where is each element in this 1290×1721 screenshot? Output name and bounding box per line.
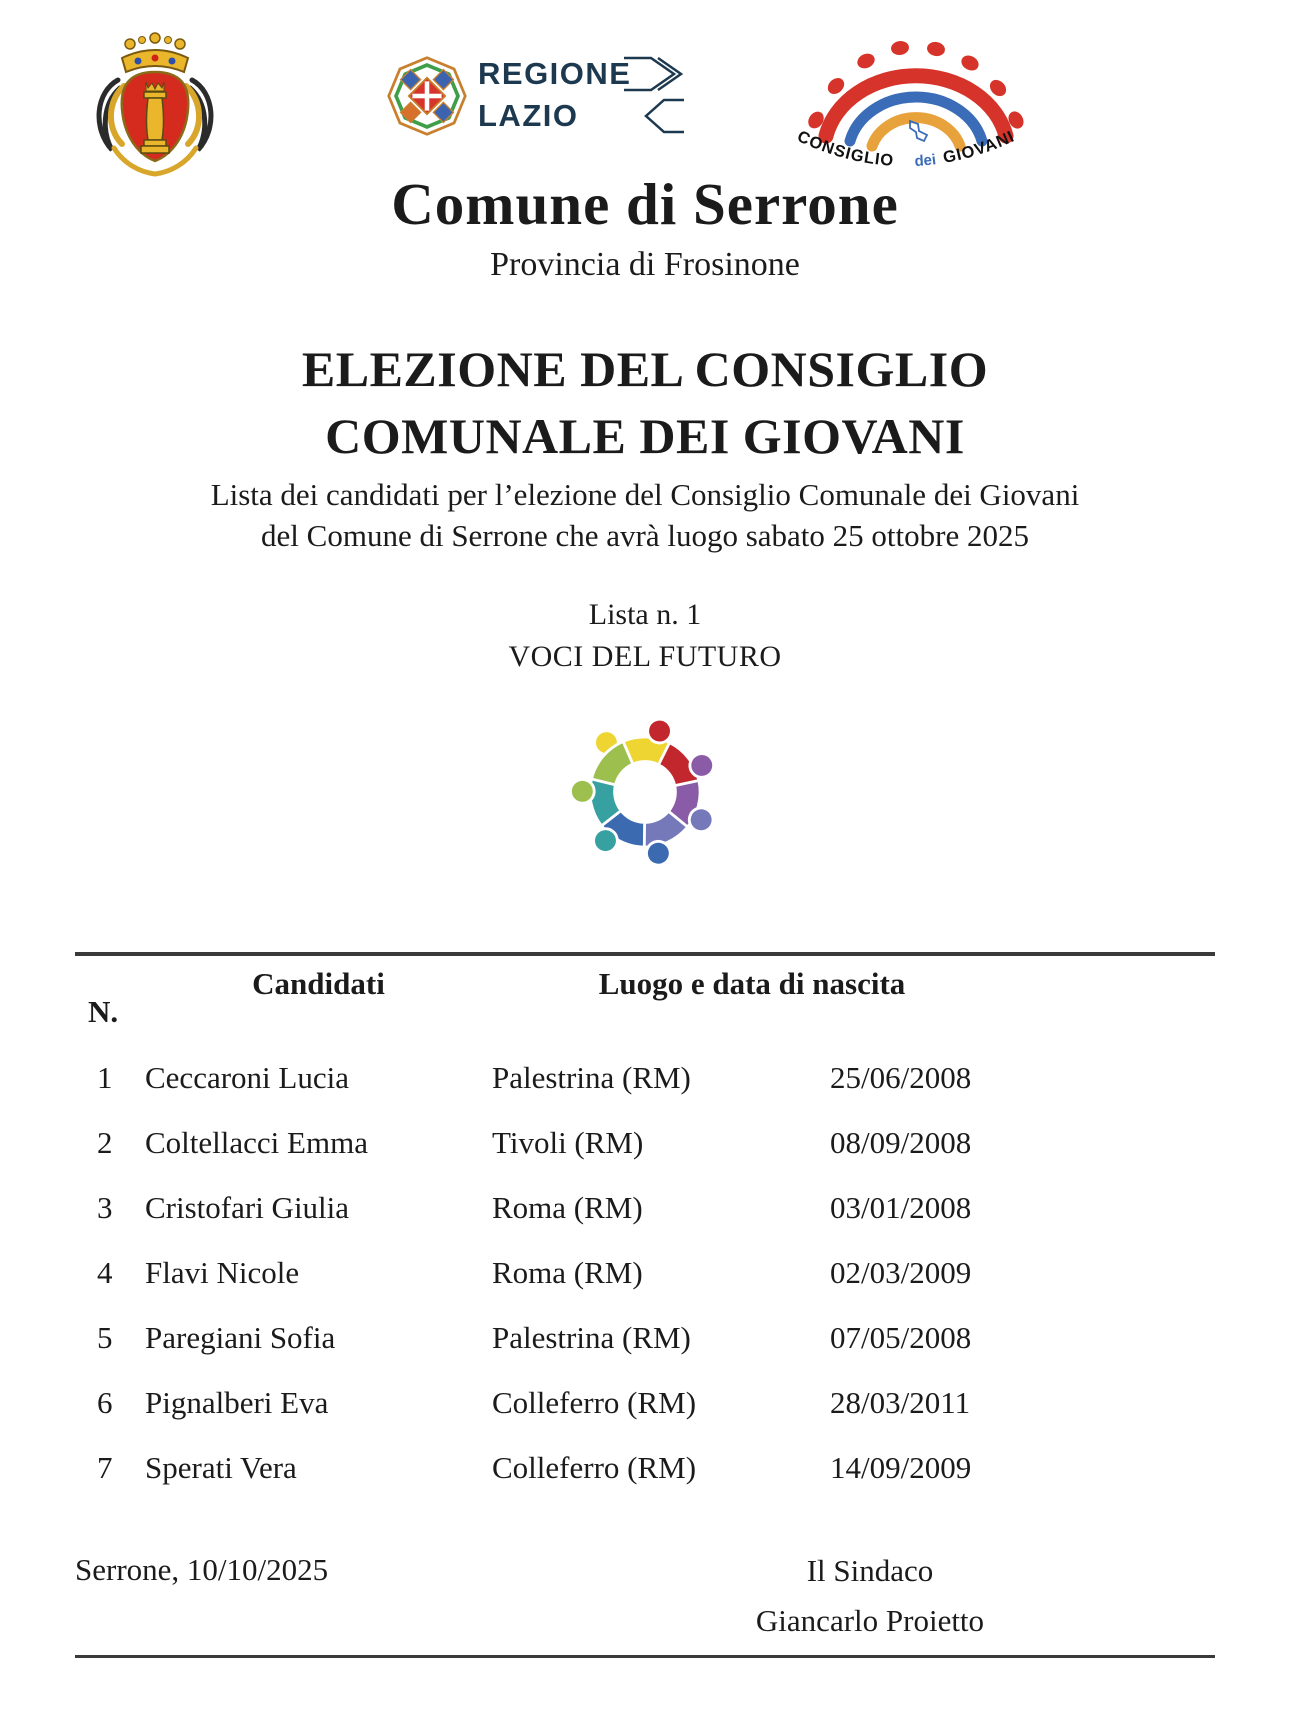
candidate-name: Coltellacci Emma xyxy=(145,1125,368,1160)
regione-lazio-logo xyxy=(386,48,686,144)
table-row xyxy=(75,1060,1215,1125)
lazio-text: LAZIO xyxy=(478,98,579,133)
regione-text: REGIONE xyxy=(478,56,632,91)
candidate-name: Flavi Nicole xyxy=(145,1255,300,1290)
election-subtitle xyxy=(0,474,1290,556)
candidates-table xyxy=(75,1060,1215,1515)
footer-place-date: Serrone, 10/10/2025 xyxy=(75,1552,329,1587)
candidate-birthdate: 08/09/2008 xyxy=(830,1125,972,1160)
svg-text:dei xyxy=(914,151,937,170)
candidate-birthplace: Palestrina (RM) xyxy=(492,1060,691,1095)
column-header-number: N. xyxy=(88,994,119,1029)
giovani-word-dei: dei xyxy=(914,151,937,170)
regione-lazio-wordmark xyxy=(478,50,686,142)
candidate-name: Paregiani Sofia xyxy=(145,1320,336,1355)
footer-signer-role: Il Sindaco xyxy=(806,1553,934,1588)
candidate-number: 3 xyxy=(97,1190,113,1225)
candidate-birthdate: 28/03/2011 xyxy=(830,1385,971,1420)
candidate-birthplace: Colleferro (RM) xyxy=(492,1385,697,1420)
footer-bottom-rule xyxy=(75,1655,1215,1658)
candidate-birthplace: Colleferro (RM) xyxy=(492,1450,697,1485)
serrone-coat-of-arms-icon xyxy=(88,28,222,180)
province-subtitle: Provincia di Frosinone xyxy=(490,246,800,283)
candidate-name: Pignalberi Eva xyxy=(145,1385,329,1420)
regione-lazio-emblem-icon xyxy=(386,55,468,137)
candidate-birthdate: 03/01/2008 xyxy=(830,1190,972,1225)
table-row xyxy=(75,1190,1215,1255)
giovani-word-giovani: GIOVANI xyxy=(941,127,1018,167)
candidate-number: 1 xyxy=(97,1060,113,1095)
candidate-number: 7 xyxy=(97,1450,113,1485)
candidate-name: Cristofari Giulia xyxy=(145,1190,350,1225)
candidate-birthdate: 25/06/2008 xyxy=(830,1060,972,1095)
election-title-line1: ELEZIONE DEL CONSIGLIO xyxy=(301,341,989,397)
giovani-word-consiglio: CONSIGLIO xyxy=(794,127,895,170)
municipality-title: Comune di Serrone xyxy=(391,171,899,237)
candidate-number: 6 xyxy=(97,1385,113,1420)
circle-of-people-icon xyxy=(550,696,740,888)
candidate-birthdate: 14/09/2009 xyxy=(830,1450,972,1485)
serrone-coat-of-arms-logo xyxy=(88,28,222,180)
consiglio-dei-giovani-icon xyxy=(788,28,1038,174)
table-row xyxy=(75,1385,1215,1450)
candidate-birthdate: 02/03/2009 xyxy=(830,1255,972,1290)
candidate-birthplace: Roma (RM) xyxy=(492,1255,643,1290)
election-title xyxy=(0,336,1290,470)
list-number: Lista n. 1 xyxy=(588,598,702,631)
candidate-birthplace: Palestrina (RM) xyxy=(492,1320,691,1355)
candidate-number: 2 xyxy=(97,1125,113,1160)
election-subtitle-line2: del Comune di Serrone che avrà luogo sabato 25 ottobre 2025 xyxy=(261,518,1029,553)
column-header-candidates: Candidati xyxy=(252,966,385,1001)
list-name: VOCI DEL FUTURO xyxy=(508,640,782,673)
candidate-number: 5 xyxy=(97,1320,113,1355)
consiglio-dei-giovani-logo xyxy=(788,28,1038,174)
candidate-birthdate: 07/05/2008 xyxy=(830,1320,972,1355)
table-row xyxy=(75,1255,1215,1320)
table-row xyxy=(75,1125,1215,1190)
column-header-birth: Luogo e data di nascita xyxy=(598,966,906,1001)
table-top-rule xyxy=(75,952,1215,956)
election-title-line2: COMUNALE DEI GIOVANI xyxy=(325,408,965,464)
candidate-name: Sperati Vera xyxy=(145,1450,297,1485)
election-subtitle-line1: Lista dei candidati per l’elezione del Consiglio Comunale dei Giovani xyxy=(210,477,1080,512)
voci-del-futuro-logo xyxy=(550,696,740,888)
candidate-number: 4 xyxy=(97,1255,113,1290)
candidate-name: Ceccaroni Lucia xyxy=(145,1060,349,1095)
table-row xyxy=(75,1320,1215,1385)
table-row xyxy=(75,1450,1215,1515)
footer-signer-name: Giancarlo Proietto xyxy=(755,1603,985,1638)
candidate-birthplace: Tivoli (RM) xyxy=(492,1125,644,1160)
candidate-birthplace: Roma (RM) xyxy=(492,1190,643,1225)
